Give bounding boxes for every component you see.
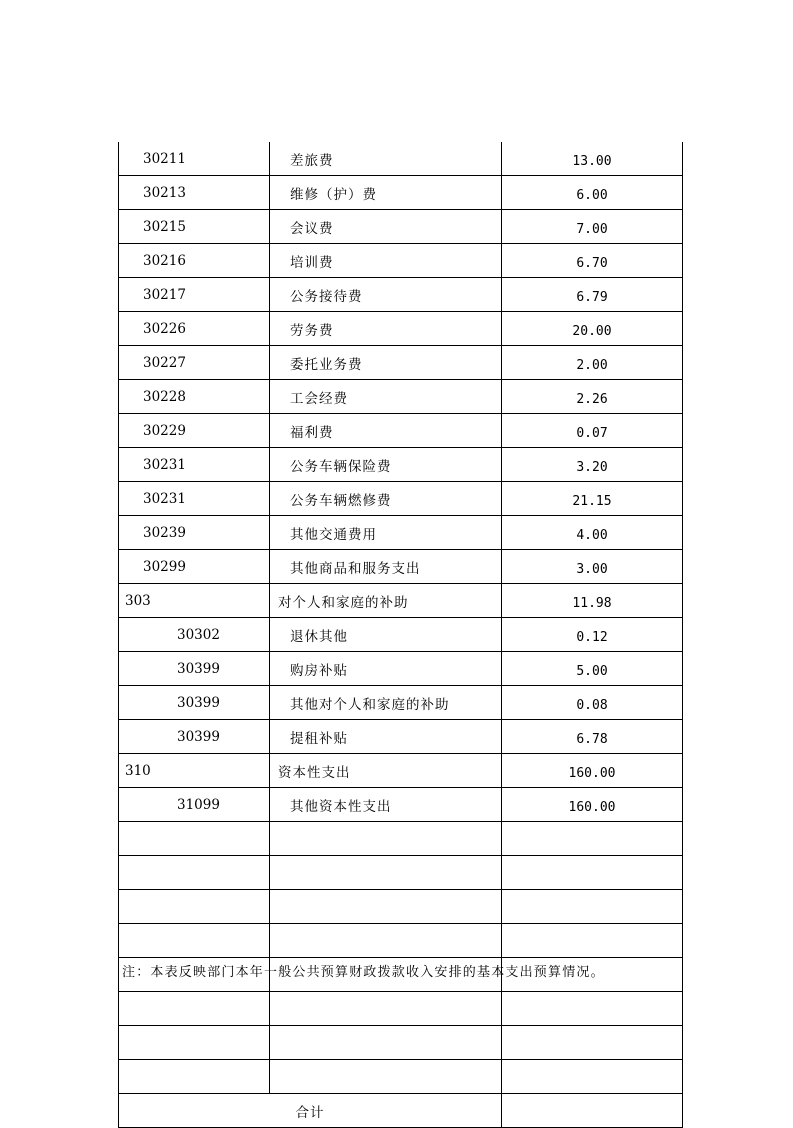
amount-cell bbox=[502, 856, 683, 890]
account-name-cell bbox=[270, 1026, 502, 1060]
table-row bbox=[119, 788, 683, 822]
table-row bbox=[119, 414, 683, 448]
account-code-cell: 31099 bbox=[119, 788, 270, 822]
account-code-cell: 30302 bbox=[119, 618, 270, 652]
table-row bbox=[119, 1060, 683, 1094]
amount-cell: 6.78 bbox=[502, 720, 683, 754]
total-value bbox=[502, 1094, 683, 1128]
account-name-cell: 其他交通费用 bbox=[270, 516, 502, 550]
table-row bbox=[119, 482, 683, 516]
table-row bbox=[119, 210, 683, 244]
account-name-cell: 公务车辆保险费 bbox=[270, 448, 502, 482]
amount-cell: 3.00 bbox=[502, 550, 683, 584]
account-name-cell: 资本性支出 bbox=[270, 754, 502, 788]
account-code-cell: 30215 bbox=[119, 210, 270, 244]
amount-cell bbox=[502, 924, 683, 958]
account-name-cell: 公务接待费 bbox=[270, 278, 502, 312]
amount-cell: 7.00 bbox=[502, 210, 683, 244]
table-row bbox=[119, 346, 683, 380]
amount-cell bbox=[502, 890, 683, 924]
amount-cell: 0.07 bbox=[502, 414, 683, 448]
account-name-cell: 差旅费 bbox=[270, 142, 502, 176]
account-name-cell: 委托业务费 bbox=[270, 346, 502, 380]
table-row bbox=[119, 720, 683, 754]
account-name-cell bbox=[270, 856, 502, 890]
table-row bbox=[119, 924, 683, 958]
account-code-cell: 30399 bbox=[119, 652, 270, 686]
budget-table-container bbox=[118, 142, 682, 1128]
account-name-cell bbox=[270, 1060, 502, 1094]
account-code-cell: 30217 bbox=[119, 278, 270, 312]
table-row bbox=[119, 142, 683, 176]
account-code-cell bbox=[119, 992, 270, 1026]
table-row bbox=[119, 890, 683, 924]
table-row bbox=[119, 584, 683, 618]
table-row bbox=[119, 652, 683, 686]
table-row bbox=[119, 822, 683, 856]
account-name-cell bbox=[270, 890, 502, 924]
account-name-cell: 公务车辆燃修费 bbox=[270, 482, 502, 516]
amount-cell: 6.79 bbox=[502, 278, 683, 312]
table-row bbox=[119, 176, 683, 210]
account-name-cell: 劳务费 bbox=[270, 312, 502, 346]
account-name-cell: 提租补贴 bbox=[270, 720, 502, 754]
account-name-cell bbox=[270, 992, 502, 1026]
account-code-cell: 310 bbox=[119, 754, 270, 788]
table-row bbox=[119, 550, 683, 584]
total-label: 合计 bbox=[119, 1094, 502, 1128]
account-code-cell: 30399 bbox=[119, 720, 270, 754]
table-row bbox=[119, 856, 683, 890]
table-footnote: 注：本表反映部门本年一般公共预算财政拨款收入安排的基本支出预算情况。 bbox=[122, 965, 605, 980]
amount-cell: 6.70 bbox=[502, 244, 683, 278]
amount-cell bbox=[502, 822, 683, 856]
account-name-cell: 其他资本性支出 bbox=[270, 788, 502, 822]
amount-cell: 160.00 bbox=[502, 788, 683, 822]
account-name-cell: 工会经费 bbox=[270, 380, 502, 414]
account-name-cell: 购房补贴 bbox=[270, 652, 502, 686]
account-name-cell: 维修（护）费 bbox=[270, 176, 502, 210]
account-code-cell: 30239 bbox=[119, 516, 270, 550]
table-row bbox=[119, 618, 683, 652]
account-code-cell bbox=[119, 924, 270, 958]
amount-cell: 6.00 bbox=[502, 176, 683, 210]
account-code-cell: 30231 bbox=[119, 482, 270, 516]
amount-cell: 2.00 bbox=[502, 346, 683, 380]
table-row bbox=[119, 380, 683, 414]
account-code-cell bbox=[119, 890, 270, 924]
account-name-cell: 对个人和家庭的补助 bbox=[270, 584, 502, 618]
budget-table bbox=[118, 142, 683, 1128]
account-name-cell: 其他对个人和家庭的补助 bbox=[270, 686, 502, 720]
account-code-cell bbox=[119, 822, 270, 856]
amount-cell: 0.12 bbox=[502, 618, 683, 652]
table-row bbox=[119, 244, 683, 278]
account-code-cell: 30229 bbox=[119, 414, 270, 448]
account-code-cell bbox=[119, 1026, 270, 1060]
account-code-cell bbox=[119, 1060, 270, 1094]
table-row bbox=[119, 1026, 683, 1060]
table-row bbox=[119, 278, 683, 312]
table-row bbox=[119, 686, 683, 720]
amount-cell: 13.00 bbox=[502, 142, 683, 176]
amount-cell: 11.98 bbox=[502, 584, 683, 618]
amount-cell: 160.00 bbox=[502, 754, 683, 788]
account-code-cell: 30216 bbox=[119, 244, 270, 278]
account-code-cell: 30228 bbox=[119, 380, 270, 414]
budget-table-body bbox=[119, 142, 683, 1094]
amount-cell: 20.00 bbox=[502, 312, 683, 346]
amount-cell: 2.26 bbox=[502, 380, 683, 414]
account-code-cell: 30227 bbox=[119, 346, 270, 380]
account-name-cell bbox=[270, 822, 502, 856]
amount-cell: 0.08 bbox=[502, 686, 683, 720]
account-name-cell: 培训费 bbox=[270, 244, 502, 278]
total-row bbox=[119, 1094, 683, 1128]
account-code-cell: 30231 bbox=[119, 448, 270, 482]
amount-cell: 21.15 bbox=[502, 482, 683, 516]
account-name-cell bbox=[270, 924, 502, 958]
table-row bbox=[119, 448, 683, 482]
table-row bbox=[119, 992, 683, 1026]
table-row bbox=[119, 516, 683, 550]
account-name-cell: 其他商品和服务支出 bbox=[270, 550, 502, 584]
amount-cell bbox=[502, 992, 683, 1026]
amount-cell: 4.00 bbox=[502, 516, 683, 550]
account-code-cell: 30213 bbox=[119, 176, 270, 210]
amount-cell: 3.20 bbox=[502, 448, 683, 482]
account-code-cell: 303 bbox=[119, 584, 270, 618]
account-code-cell: 30399 bbox=[119, 686, 270, 720]
amount-cell bbox=[502, 1060, 683, 1094]
account-code-cell bbox=[119, 856, 270, 890]
account-code-cell: 30211 bbox=[119, 142, 270, 176]
amount-cell: 5.00 bbox=[502, 652, 683, 686]
account-code-cell: 30299 bbox=[119, 550, 270, 584]
account-name-cell: 会议费 bbox=[270, 210, 502, 244]
table-row bbox=[119, 312, 683, 346]
amount-cell bbox=[502, 1026, 683, 1060]
account-name-cell: 福利费 bbox=[270, 414, 502, 448]
table-row bbox=[119, 754, 683, 788]
account-name-cell: 退休其他 bbox=[270, 618, 502, 652]
account-code-cell: 30226 bbox=[119, 312, 270, 346]
